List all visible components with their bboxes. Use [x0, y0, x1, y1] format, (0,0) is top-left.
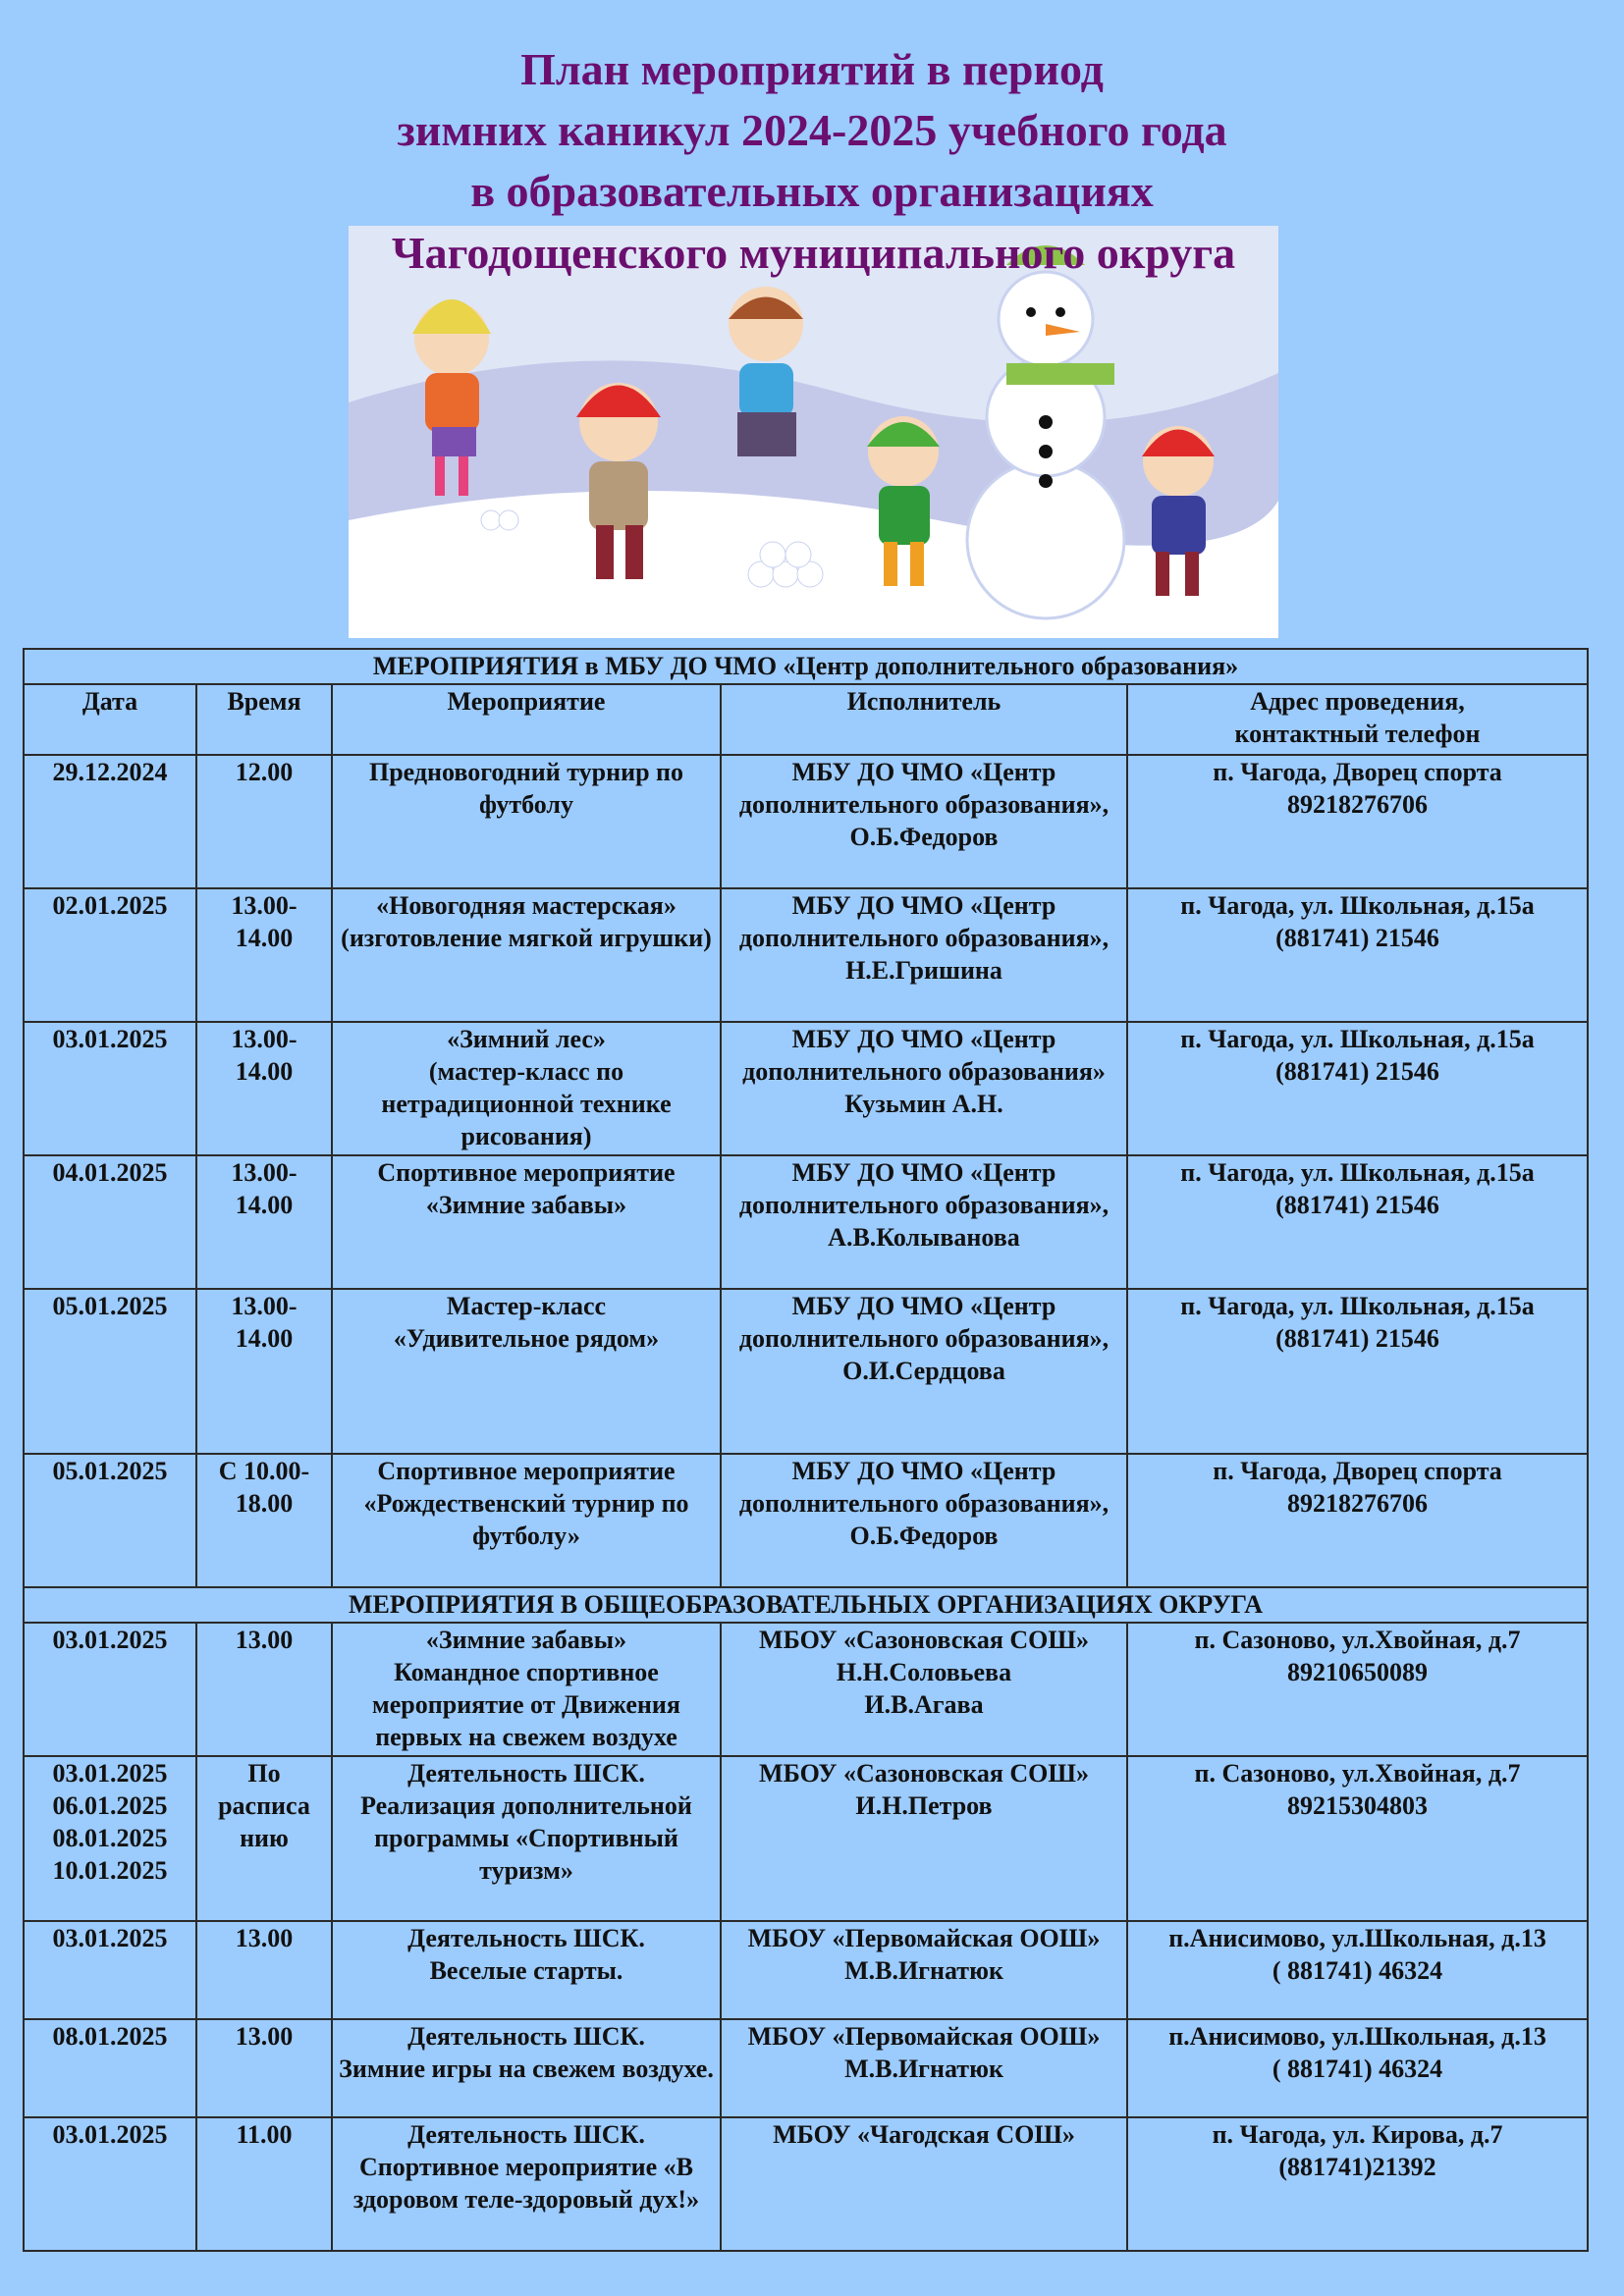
- title-line: План мероприятий в период: [520, 44, 1104, 94]
- cell-address: п.Анисимово, ул.Школьная, д.13 ( 881741) 46324: [1127, 2019, 1588, 2117]
- column-header-performer: Исполнитель: [721, 684, 1127, 755]
- table-row: [24, 1623, 1588, 1756]
- cell-address: п.Анисимово, ул.Школьная, д.13 ( 881741) 46324: [1127, 1921, 1588, 2019]
- cell-address: п. Чагода, Дворец спорта 89218276706: [1127, 1454, 1588, 1587]
- cell-date: 03.01.2025: [24, 1623, 196, 1756]
- winter-scene-image: [349, 226, 1278, 638]
- cell-time: 13.00: [196, 2019, 332, 2117]
- cell-time: 13.00- 14.00: [196, 1289, 332, 1454]
- column-header-date: Дата: [24, 684, 196, 755]
- cell-address: п. Чагода, ул. Школьная, д.15а (881741) 21546: [1127, 888, 1588, 1022]
- cell-performer: МБОУ «Первомайская ООШ» М.В.Игнатюк: [721, 2019, 1127, 2117]
- cell-address: п. Чагода, ул. Школьная, д.15а (881741) 21546: [1127, 1022, 1588, 1155]
- cell-performer: МБОУ «Чагодская СОШ»: [721, 2117, 1127, 2251]
- cell-performer: МБОУ «Сазоновская СОШ» Н.Н.Соловьева И.В.Агава: [721, 1623, 1127, 1756]
- cell-time: 11.00: [196, 2117, 332, 2251]
- section-header-row: [24, 649, 1588, 684]
- table-row: [24, 755, 1588, 888]
- table-row: [24, 2117, 1588, 2251]
- cell-date: 03.01.2025: [24, 2117, 196, 2251]
- cell-performer: МБУ ДО ЧМО «Центр дополнительного образования», А.В.Колыванова: [721, 1155, 1127, 1289]
- table-row: [24, 1756, 1588, 1921]
- cell-performer: МБУ ДО ЧМО «Центр дополнительного образования», Н.Е.Гришина: [721, 888, 1127, 1022]
- winter-illustration: [349, 226, 1278, 638]
- cell-event: Деятельность ШСК. Зимние игры на свежем воздухе.: [332, 2019, 721, 2117]
- cell-performer: МБУ ДО ЧМО «Центр дополнительного образования», О.И.Сердцова: [721, 1289, 1127, 1454]
- cell-event: «Новогодняя мастерская» (изготовление мягкой игрушки): [332, 888, 721, 1022]
- title-line: в образовательных организациях: [470, 166, 1154, 216]
- cell-performer: МБУ ДО ЧМО «Центр дополнительного образования», О.Б.Федоров: [721, 1454, 1127, 1587]
- table-row: [24, 1022, 1588, 1155]
- table-row: [24, 1289, 1588, 1454]
- cell-event: «Зимний лес» (мастер-класс по нетрадиционной технике рисования): [332, 1022, 721, 1155]
- column-header-row: [24, 684, 1588, 755]
- table-row: [24, 1155, 1588, 1289]
- table-row: [24, 1921, 1588, 2019]
- cell-date: 03.01.2025 06.01.2025 08.01.2025 10.01.2025: [24, 1756, 196, 1921]
- cell-date: 03.01.2025: [24, 1022, 196, 1155]
- cell-address: п. Чагода, ул. Школьная, д.15а (881741) 21546: [1127, 1289, 1588, 1454]
- cell-date: 04.01.2025: [24, 1155, 196, 1289]
- cell-event: Спортивное мероприятие «Рождественский турнир по футболу»: [332, 1454, 721, 1587]
- cell-event: Деятельность ШСК. Реализация дополнительной программы «Спортивный туризм»: [332, 1756, 721, 1921]
- cell-event: Предновогодний турнир по футболу: [332, 755, 721, 888]
- column-header-address: Адрес проведения, контактный телефон: [1127, 684, 1588, 755]
- cell-event: Спортивное мероприятие «Зимние забавы»: [332, 1155, 721, 1289]
- events-table: [23, 648, 1589, 2252]
- cell-performer: МБОУ «Первомайская ООШ» М.В.Игнатюк: [721, 1921, 1127, 2019]
- cell-date: 03.01.2025: [24, 1921, 196, 2019]
- cell-address: п. Чагода, ул. Кирова, д.7 (881741)21392: [1127, 2117, 1588, 2251]
- cell-date: 05.01.2025: [24, 1454, 196, 1587]
- table-row: [24, 1454, 1588, 1587]
- section-title: МЕРОПРИЯТИЯ В ОБЩЕОБРАЗОВАТЕЛЬНЫХ ОРГАНИЗАЦИЯХ ОКРУГА: [24, 1587, 1588, 1623]
- cell-performer: МБУ ДО ЧМО «Центр дополнительного образования», О.Б.Федоров: [721, 755, 1127, 888]
- cell-time: 13.00: [196, 1623, 332, 1756]
- cell-event: Деятельность ШСК. Веселые старты.: [332, 1921, 721, 2019]
- section-title: МЕРОПРИЯТИЯ в МБУ ДО ЧМО «Центр дополнительного образования»: [24, 649, 1588, 684]
- cell-event: Деятельность ШСК. Спортивное мероприятие «В здоровом теле-здоровый дух!»: [332, 2117, 721, 2251]
- cell-date: 08.01.2025: [24, 2019, 196, 2117]
- cell-time: 12.00: [196, 755, 332, 888]
- cell-event: «Зимние забавы» Командное спортивное мероприятие от Движения первых на свежем воздухе: [332, 1623, 721, 1756]
- column-header-time: Время: [196, 684, 332, 755]
- cell-date: 29.12.2024: [24, 755, 196, 888]
- title-line: зимних каникул 2024-2025 учебного года: [397, 105, 1227, 155]
- cell-time: 13.00- 14.00: [196, 888, 332, 1022]
- cell-time: По расписа нию: [196, 1756, 332, 1921]
- cell-time: 13.00: [196, 1921, 332, 2019]
- cell-address: п. Чагода, Дворец спорта 89218276706: [1127, 755, 1588, 888]
- cell-address: п. Чагода, ул. Школьная, д.15а (881741) 21546: [1127, 1155, 1588, 1289]
- table-row: [24, 2019, 1588, 2117]
- cell-performer: МБОУ «Сазоновская СОШ» И.Н.Петров: [721, 1756, 1127, 1921]
- district-heading: Чагодощенского муниципального округа: [391, 228, 1236, 278]
- section-header-row: [24, 1587, 1588, 1623]
- cell-performer: МБУ ДО ЧМО «Центр дополнительного образования» Кузьмин А.Н.: [721, 1022, 1127, 1155]
- cell-time: С 10.00- 18.00: [196, 1454, 332, 1587]
- page-title: [0, 39, 1624, 222]
- cell-address: п. Сазоново, ул.Хвойная, д.7 89215304803: [1127, 1756, 1588, 1921]
- column-header-event: Мероприятие: [332, 684, 721, 755]
- cell-event: Мастер-класс «Удивительное рядом»: [332, 1289, 721, 1454]
- table-row: [24, 888, 1588, 1022]
- cell-date: 05.01.2025: [24, 1289, 196, 1454]
- cell-time: 13.00- 14.00: [196, 1155, 332, 1289]
- cell-date: 02.01.2025: [24, 888, 196, 1022]
- cell-time: 13.00- 14.00: [196, 1022, 332, 1155]
- cell-address: п. Сазоново, ул.Хвойная, д.7 89210650089: [1127, 1623, 1588, 1756]
